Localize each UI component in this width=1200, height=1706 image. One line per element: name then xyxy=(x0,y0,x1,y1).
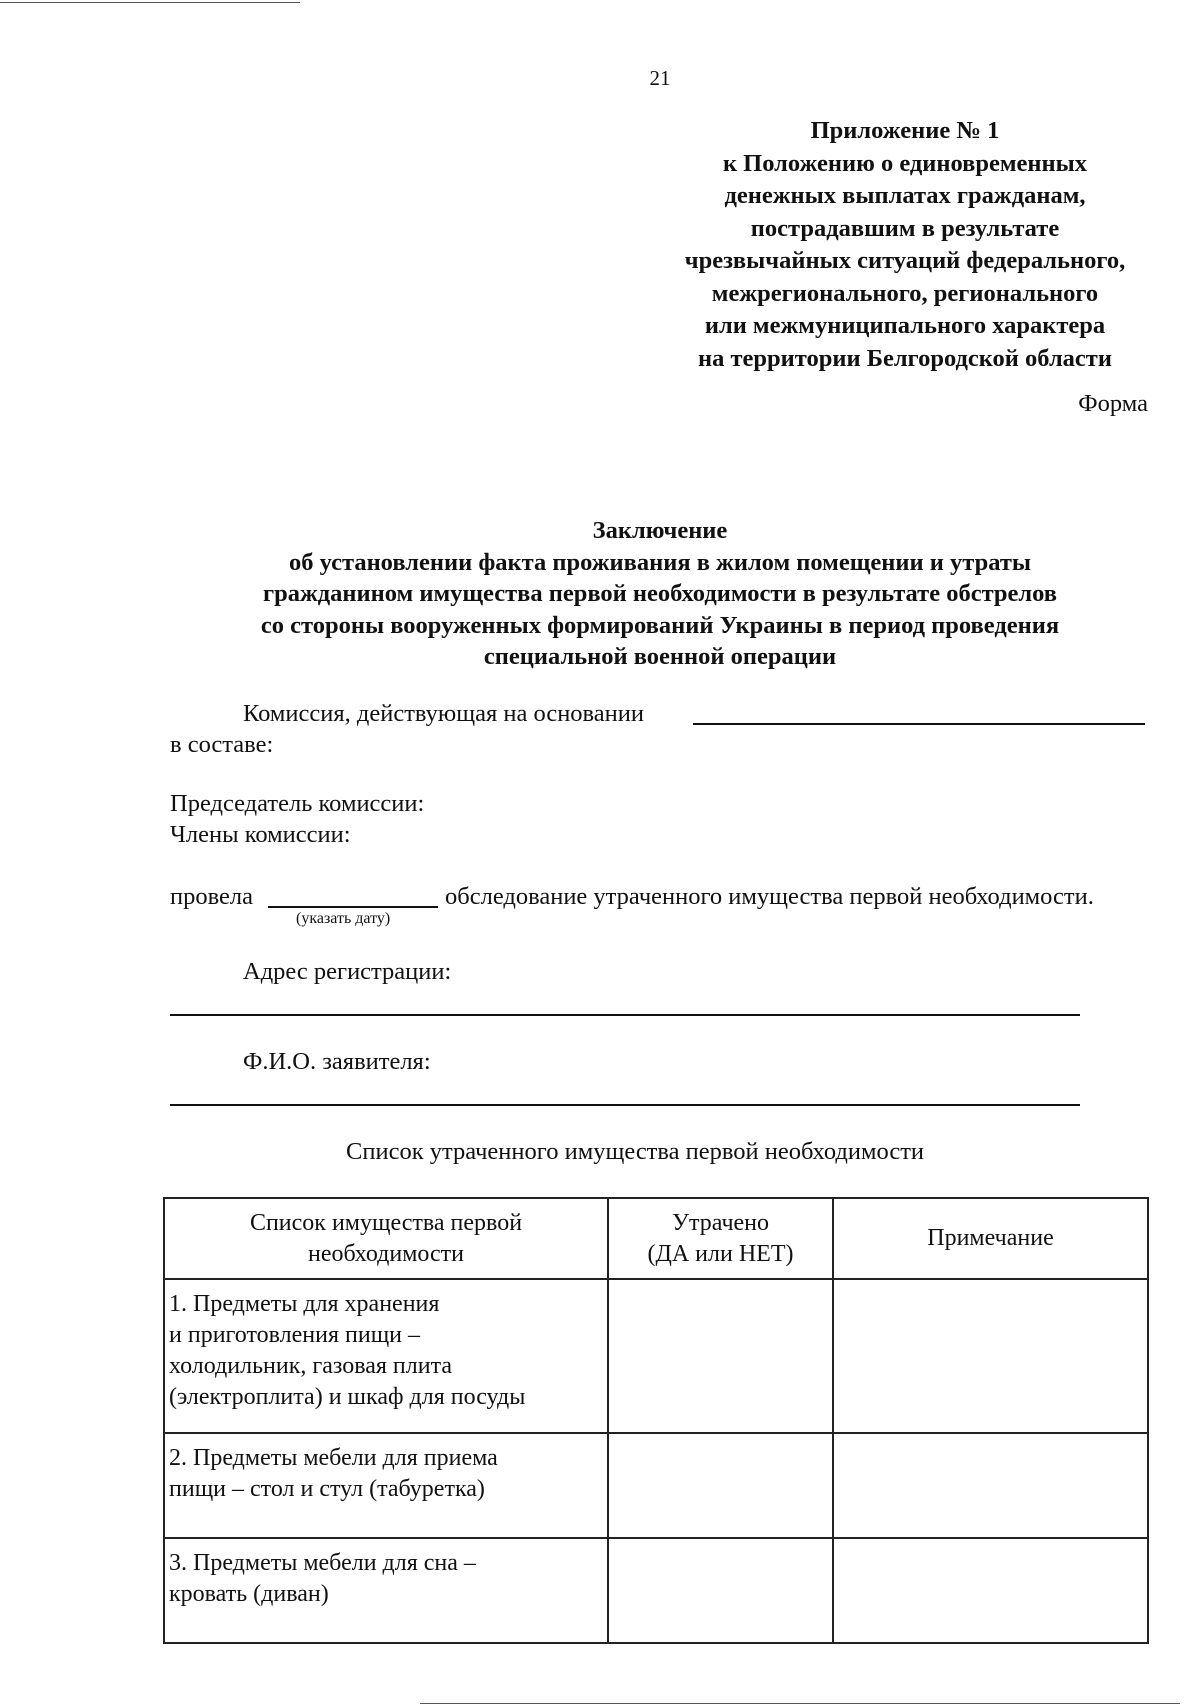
conducted-label: провела xyxy=(170,883,254,910)
item-line: холодильник, газовая плита xyxy=(169,1353,453,1379)
scan-edge-mark-bottom xyxy=(420,1703,1180,1704)
appendix-line: пострадавшим в результате xyxy=(750,214,1060,242)
header-item-list xyxy=(164,1198,608,1279)
header-line: Утрачено xyxy=(671,1209,770,1236)
appendix-heading xyxy=(640,115,1170,375)
lost-cell[interactable] xyxy=(608,1433,833,1538)
item-line: и приготовления пищи – xyxy=(169,1322,421,1348)
property-table xyxy=(163,1197,1149,1644)
applicant-label: Ф.И.О. заявителя: xyxy=(243,1048,431,1075)
appendix-line: к Положению о единовременных xyxy=(722,149,1088,177)
conducted-rest-label: обследование утраченного имущества первой необходимости. xyxy=(445,883,1094,910)
lost-cell[interactable] xyxy=(608,1538,833,1643)
item-line: 2. Предметы мебели для приема xyxy=(169,1445,498,1471)
members-label: Члены комиссии: xyxy=(170,821,351,848)
item-line: пищи – стол и стул (табуретка) xyxy=(169,1476,485,1502)
table-row xyxy=(164,1279,1148,1433)
commission-basis-field[interactable] xyxy=(693,723,1145,725)
appendix-line: денежных выплатах гражданам, xyxy=(724,182,1086,209)
item-cell xyxy=(164,1279,608,1433)
scan-edge-mark-top xyxy=(0,2,300,3)
note-cell[interactable] xyxy=(833,1433,1148,1538)
lost-cell[interactable] xyxy=(608,1279,833,1433)
commission-basis-label: Комиссия, действующая на основании xyxy=(243,700,645,727)
appendix-line: или межмуниципального характера xyxy=(704,312,1106,339)
header-line: (ДА или НЕТ) xyxy=(647,1240,794,1267)
appendix-line: межрегионального, регионального xyxy=(711,279,1099,307)
page-number: 21 xyxy=(649,66,671,90)
note-cell[interactable] xyxy=(833,1538,1148,1643)
date-hint: (указать дату) xyxy=(296,910,391,927)
address-field[interactable] xyxy=(170,1014,1080,1016)
appendix-line: Приложение № 1 xyxy=(810,117,1000,144)
header-lost xyxy=(608,1198,833,1279)
title-line: гражданином имущества первой необходимости в результате обстрелов xyxy=(262,580,1058,607)
title-line: специальной военной операции xyxy=(483,643,837,670)
item-line: 3. Предметы мебели для сна – xyxy=(169,1550,476,1576)
title-line: Заключение xyxy=(592,517,728,544)
header-line: Примечание xyxy=(927,1225,1054,1251)
item-line: 1. Предметы для хранения xyxy=(169,1291,440,1317)
header-line: необходимости xyxy=(307,1240,464,1267)
item-line: кровать (диван) xyxy=(169,1581,329,1607)
header-note xyxy=(833,1198,1148,1279)
title-line: со стороны вооруженных формирований Украины в период проведения xyxy=(260,611,1060,639)
appendix-line: чрезвычайных ситуаций федерального, xyxy=(684,247,1126,274)
item-cell xyxy=(164,1538,608,1643)
header-line: Список имущества первой xyxy=(249,1209,523,1236)
appendix-line: на территории Белгородской области xyxy=(698,344,1112,372)
note-cell[interactable] xyxy=(833,1279,1148,1433)
table-row xyxy=(164,1433,1148,1538)
item-line: (электроплита) и шкаф для посуды xyxy=(169,1384,526,1410)
survey-date-field[interactable] xyxy=(268,906,438,908)
title-line: об установлении факта проживания в жилом помещении и утраты xyxy=(288,548,1032,576)
chairman-label: Председатель комиссии: xyxy=(170,790,425,817)
applicant-field[interactable] xyxy=(170,1104,1080,1106)
document-title xyxy=(160,515,1160,673)
address-label: Адрес регистрации: xyxy=(243,958,452,985)
list-title: Список утраченного имущества первой необходимости xyxy=(346,1138,925,1165)
table-row xyxy=(164,1538,1148,1643)
form-label: Форма xyxy=(1078,390,1148,417)
composition-label: в составе: xyxy=(170,731,274,758)
item-cell xyxy=(164,1433,608,1538)
